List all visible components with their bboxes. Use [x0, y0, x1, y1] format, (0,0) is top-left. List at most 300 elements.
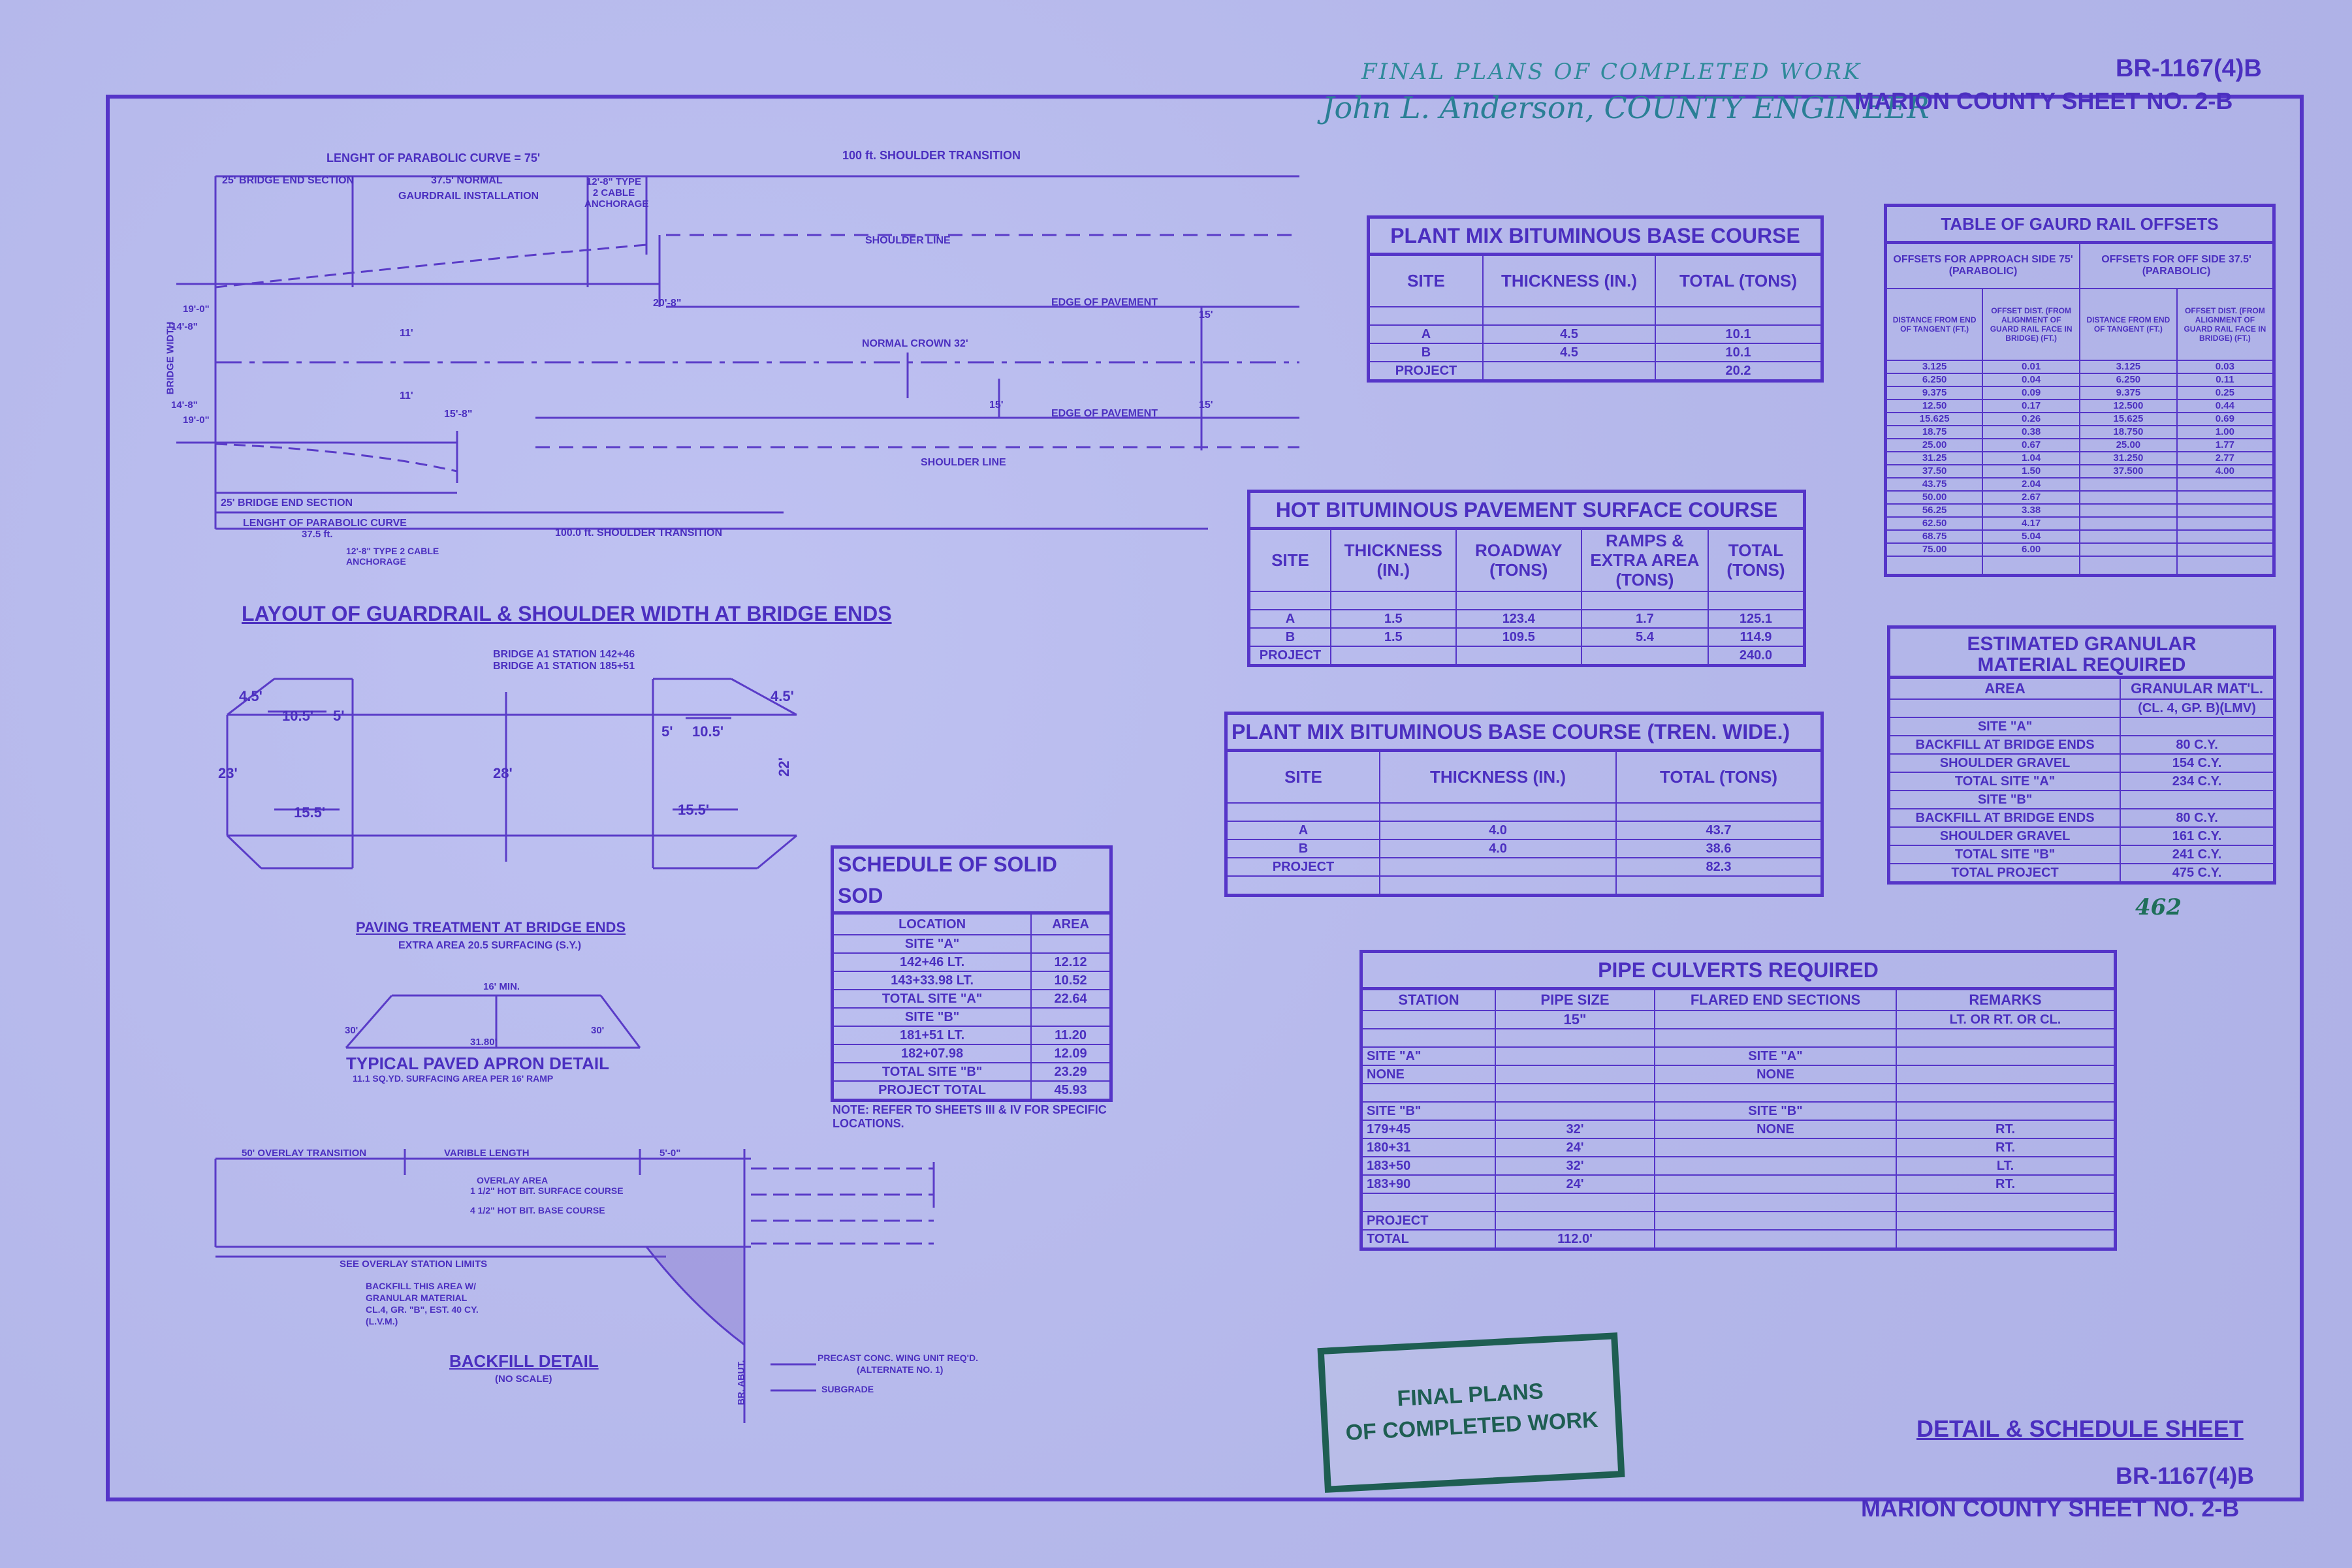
table-cell: 1.5: [1331, 610, 1456, 628]
table-cell: B: [1226, 839, 1380, 858]
sod-table-note: NOTE: REFER TO SHEETS III & IV FOR SPECIFIC LOCATIONS.: [833, 1103, 1107, 1130]
table-cell: SITE "A": [1655, 1047, 1896, 1065]
table-cell: 1.5: [1331, 628, 1456, 646]
label-guardrail-installation: GAURDRAIL INSTALLATION: [398, 191, 539, 202]
footer-sheet-title: DETAIL & SCHEDULE SHEET: [1916, 1415, 2244, 1442]
table-cell: SITE "A": [833, 935, 1032, 953]
table-cell: [1896, 1029, 2116, 1047]
label-bridge-abutment: BR. ABUT.: [735, 1360, 746, 1405]
table-cell: [1031, 1008, 1111, 1026]
table-cell: 125.1: [1708, 610, 1805, 628]
table-row: [1886, 491, 2274, 504]
table-cell: 12.50: [1886, 400, 1983, 413]
table-cell: 5.04: [1982, 530, 2080, 543]
apron-drawing-subtitle: 11.1 SQ.YD. SURFACING AREA PER 16' RAMP: [353, 1073, 554, 1084]
table-cell: [1655, 1084, 1896, 1102]
table-cell: [1361, 1084, 1496, 1102]
table-row: [833, 1081, 1111, 1101]
table-cell: 180+31: [1361, 1138, 1496, 1157]
table-cell: [1495, 1065, 1655, 1084]
table-cell: SHOULDER GRAVEL: [1889, 754, 2121, 772]
table-cell: [1896, 1212, 2116, 1230]
table-cell: 4.17: [1982, 517, 2080, 530]
table-cell: 0.17: [1982, 400, 2080, 413]
table-cell: 0.01: [1982, 360, 2080, 373]
table-cell: 24': [1495, 1138, 1655, 1157]
label-overlay-area: OVERLAY AREA: [477, 1175, 548, 1185]
table-cell: RT.: [1896, 1175, 2116, 1193]
table-cell: [2080, 530, 2177, 543]
dim-paving-g: 5': [661, 723, 673, 740]
table-row: [1889, 845, 2275, 864]
table-cell: [1031, 935, 1111, 953]
table-cell: 0.69: [2177, 413, 2274, 426]
granular-header-material: GRANULAR MAT'L.: [2120, 678, 2274, 700]
table-cell: 25.00: [2080, 439, 2177, 452]
table-cell: 12.09: [1031, 1044, 1111, 1063]
table-cell: 123.4: [1456, 610, 1581, 628]
table-row: [1886, 478, 2274, 491]
table-cell: PROJECT: [1361, 1212, 1496, 1230]
stamp-line-2: OF COMPLETED WORK: [1344, 1407, 1599, 1446]
label-bridge-end-section-top: 25' BRIDGE END SECTION: [222, 175, 355, 186]
table-cell: 161 C.Y.: [2120, 827, 2274, 845]
layout-drawing-title: LAYOUT OF GUARDRAIL & SHOULDER WIDTH AT BRIDGE ENDS: [242, 602, 892, 625]
table-cell: TOTAL SITE "A": [833, 990, 1032, 1008]
culvert-sub-pipe-size: 15": [1495, 1011, 1655, 1029]
dim-paving-e: 15.5': [294, 804, 326, 821]
table-cell: 2.77: [2177, 452, 2274, 465]
table-row: [1886, 360, 2274, 373]
table-row: [1886, 543, 2274, 556]
handwritten-signature: John L. Anderson, COUNTY ENGINEER: [1322, 90, 1930, 125]
final-plans-stamp: [1318, 1332, 1625, 1493]
table-cell: [1361, 1029, 1496, 1047]
label-parabolic-curve: LENGHT OF PARABOLIC CURVE = 75': [326, 151, 541, 165]
table-cell: 12.500: [2080, 400, 2177, 413]
table-cell: 80 C.Y.: [2120, 736, 2274, 754]
guardrail-sub-offset-2: OFFSET DIST. (FROM ALIGNMENT OF GUARD RAIL FACE IN BRIDGE) (FT.): [2177, 289, 2274, 360]
table-cell: TOTAL SITE "B": [1889, 845, 2121, 864]
table-cell: NONE: [1655, 1120, 1896, 1138]
table-cell: [1483, 362, 1655, 381]
table-row: [1249, 628, 1805, 646]
label-bridge-width: BRIDGE WIDTH: [165, 321, 176, 395]
table-row: [833, 990, 1111, 1008]
table-cell: 4.00: [2177, 465, 2274, 478]
label-surface-course: 1 1/2" HOT BIT. SURFACE COURSE: [470, 1185, 624, 1196]
table-cell: 23.29: [1031, 1063, 1111, 1081]
table-row: [1886, 530, 2274, 543]
table-cell: 183+90: [1361, 1175, 1496, 1193]
table-cell: [1331, 646, 1456, 666]
table-cell: 143+33.98 LT.: [833, 971, 1032, 990]
label-normal-crown: NORMAL CROWN 32': [862, 338, 968, 349]
dim-15-8: 15'-8": [444, 409, 473, 420]
label-varible-length: VARIBLE LENGTH: [444, 1148, 530, 1159]
table-cell: [2120, 717, 2274, 736]
table-row: [1886, 373, 2274, 386]
table-cell: NONE: [1361, 1065, 1496, 1084]
granular-title-1: ESTIMATED GRANULAR: [1889, 627, 2275, 655]
table-cell: [1655, 1029, 1896, 1047]
table-cell: [1655, 1212, 1896, 1230]
label-shoulder-line-top: SHOULDER LINE: [865, 235, 951, 246]
table-cell: [1495, 1102, 1655, 1120]
table-cell: SHOULDER GRAVEL: [1889, 827, 2121, 845]
table-cell: 22.64: [1031, 990, 1111, 1008]
granular-material-table: [1887, 625, 2276, 885]
apron-top-dim: 16' MIN.: [483, 981, 520, 992]
table-cell: 234 C.Y.: [2120, 772, 2274, 791]
table-cell: 179+45: [1361, 1120, 1496, 1138]
label-dim-5-0: 5'-0": [660, 1148, 681, 1159]
table-row: [1361, 1193, 2116, 1212]
label-edge-pavement-bottom: EDGE OF PAVEMENT: [1051, 408, 1158, 419]
culvert-sub-station: [1361, 1011, 1496, 1029]
table-cell: 241 C.Y.: [2120, 845, 2274, 864]
table-row: [1886, 452, 2274, 465]
dim-paving-f: 28': [493, 765, 513, 781]
granular-header-area: AREA: [1889, 678, 2121, 700]
table-cell: SITE "B": [1655, 1102, 1896, 1120]
label-shoulder-transition-bottom: 100.0 ft. SHOULDER TRANSITION: [555, 527, 723, 539]
granular-subheader: (CL. 4, GP. B)(LMV): [2120, 699, 2274, 717]
handwritten-final-plans: FINAL PLANS OF COMPLETED WORK: [1361, 59, 1862, 85]
table-row: [1361, 1102, 2116, 1120]
table-cell: 10.1: [1655, 325, 1822, 343]
table-cell: A: [1369, 325, 1484, 343]
surface-header-roadway: ROADWAY (TONS): [1456, 529, 1581, 591]
table-cell: SITE "A": [1361, 1047, 1496, 1065]
table-cell: PROJECT: [1226, 858, 1380, 876]
table-cell: 11.20: [1031, 1026, 1111, 1044]
table-cell: 32': [1495, 1120, 1655, 1138]
surface-header-ramps: RAMPS & EXTRA AREA (TONS): [1581, 529, 1708, 591]
dim-paving-d: 23': [218, 765, 238, 781]
table-row: [1361, 1157, 2116, 1175]
guardrail-sub-distance-2: DISTANCE FROM END OF TANGENT (FT.): [2080, 289, 2177, 360]
table-cell: TOTAL SITE "B": [833, 1063, 1032, 1081]
table-row: [1361, 1212, 2116, 1230]
table-cell: 45.93: [1031, 1081, 1111, 1101]
dim-15-b: 15': [1199, 309, 1213, 321]
dim-14-8-lower: 14'-8": [171, 400, 198, 411]
table-cell: 2.67: [1982, 491, 2080, 504]
dim-19-0-upper: 19'-0": [183, 304, 210, 315]
trench-table-title: PLANT MIX BITUMINOUS BASE COURSE (TREN. WIDE.): [1226, 713, 1822, 751]
label-type2-anchorage: 12'-8" TYPE 2 CABLE ANCHORAGE: [584, 176, 649, 210]
label-overlay-transition: 50' OVERLAY TRANSITION: [242, 1148, 367, 1159]
table-cell: 475 C.Y.: [2120, 864, 2274, 883]
table-row: [1889, 827, 2275, 845]
table-row: [1249, 646, 1805, 666]
dim-11-lower: 11': [400, 390, 413, 401]
table-cell: [1581, 646, 1708, 666]
label-subgrade: SUBGRADE: [821, 1384, 874, 1394]
table-cell: 15.625: [1886, 413, 1983, 426]
culvert-sub-remarks: LT. OR RT. OR CL.: [1896, 1011, 2116, 1029]
table-row: [833, 953, 1111, 971]
table-cell: [1361, 1193, 1496, 1212]
table-cell: 0.38: [1982, 426, 2080, 439]
label-backfill-note-2: GRANULAR MATERIAL: [366, 1293, 468, 1303]
table-cell: 183+50: [1361, 1157, 1496, 1175]
table-cell: 18.750: [2080, 426, 2177, 439]
apron-drawing-title: TYPICAL PAVED APRON DETAIL: [346, 1054, 610, 1073]
table-row: [1249, 610, 1805, 628]
table-cell: 15.625: [2080, 413, 2177, 426]
table-cell: [1896, 1047, 2116, 1065]
table-row: [1886, 400, 2274, 413]
surface-header-total: TOTAL (TONS): [1708, 529, 1805, 591]
dim-paving-h: 10.5': [692, 723, 724, 740]
table-cell: 181+51 LT.: [833, 1026, 1032, 1044]
sod-table: [831, 845, 1113, 1102]
label-parabolic-bottom: LENGHT OF PARABOLIC CURVE: [243, 518, 407, 529]
table-cell: TOTAL: [1361, 1230, 1496, 1249]
table-cell: 31.250: [2080, 452, 2177, 465]
table-cell: 1.50: [1982, 465, 2080, 478]
table-cell: 0.09: [1982, 386, 2080, 400]
dim-paving-c: 5': [333, 708, 345, 724]
table-cell: TOTAL SITE "A": [1889, 772, 2121, 791]
table-row: [1369, 325, 1822, 343]
table-cell: 0.25: [2177, 386, 2274, 400]
label-bridge-station-1: BRIDGE A1 STATION 142+46: [493, 649, 635, 660]
trench-header-site: SITE: [1226, 751, 1380, 803]
label-bridge-end-section-bottom: 25' BRIDGE END SECTION: [221, 497, 353, 509]
table-cell: 62.50: [1886, 517, 1983, 530]
base-header-thickness: THICKNESS (IN.): [1483, 255, 1655, 307]
sod-header-location: LOCATION: [833, 913, 1032, 935]
culvert-sub-flared: [1655, 1011, 1896, 1029]
table-row: [1226, 839, 1822, 858]
label-bridge-station-2: BRIDGE A1 STATION 185+51: [493, 661, 635, 672]
table-row: [1886, 465, 2274, 478]
table-cell: [2177, 491, 2274, 504]
table-cell: 0.04: [1982, 373, 2080, 386]
table-cell: 0.67: [1982, 439, 2080, 452]
table-cell: 43.7: [1616, 821, 1822, 839]
table-row: [1886, 413, 2274, 426]
table-row: [1886, 439, 2274, 452]
trench-header-total: TOTAL (TONS): [1616, 751, 1822, 803]
table-cell: [1456, 646, 1581, 666]
label-station-limits: SEE OVERLAY STATION LIMITS: [340, 1259, 488, 1270]
table-row: [1361, 1065, 2116, 1084]
label-base-course: 4 1/2" HOT BIT. BASE COURSE: [470, 1205, 605, 1215]
table-cell: [1896, 1102, 2116, 1120]
table-cell: TOTAL PROJECT: [1889, 864, 2121, 883]
table-cell: [1655, 1138, 1896, 1157]
backfill-drawing-subtitle: (NO SCALE): [495, 1373, 552, 1385]
dim-paving-k: 15.5': [678, 802, 710, 818]
table-row: [833, 935, 1111, 953]
table-cell: [1495, 1084, 1655, 1102]
table-row: [1889, 717, 2275, 736]
table-row: [1361, 1029, 2116, 1047]
table-row: [1889, 809, 2275, 827]
table-cell: [1655, 1157, 1896, 1175]
label-backfill-note-4: (L.V.M.): [366, 1316, 398, 1326]
table-row: [1889, 754, 2275, 772]
table-row: [833, 1063, 1111, 1081]
table-cell: A: [1226, 821, 1380, 839]
table-row: [1886, 386, 2274, 400]
base-header-site: SITE: [1369, 255, 1484, 307]
table-cell: 6.250: [1886, 373, 1983, 386]
table-cell: 24': [1495, 1175, 1655, 1193]
footer-project-number: BR-1167(4)B: [2116, 1462, 2255, 1489]
table-cell: 3.38: [1982, 504, 2080, 517]
culvert-header-pipe-size: PIPE SIZE: [1495, 989, 1655, 1011]
table-cell: 20.2: [1655, 362, 1822, 381]
table-row: [1361, 1047, 2116, 1065]
table-cell: SITE "B": [833, 1008, 1032, 1026]
dim-15-c: 15': [1199, 400, 1213, 411]
guardrail-group-approach: OFFSETS FOR APPROACH SIDE 75' (PARABOLIC): [1886, 243, 2080, 289]
apron-left-dim: 30': [345, 1025, 358, 1036]
table-cell: 4.0: [1380, 839, 1616, 858]
backfill-drawing-title: BACKFILL DETAIL: [449, 1351, 599, 1371]
table-cell: LT.: [1896, 1157, 2116, 1175]
table-cell: BACKFILL AT BRIDGE ENDS: [1889, 809, 2121, 827]
guardrail-sub-offset-1: OFFSET DIST. (FROM ALIGNMENT OF GUARD RAIL FACE IN BRIDGE) (FT.): [1982, 289, 2080, 360]
surface-course-table: [1247, 490, 1806, 667]
base-course-table: [1367, 215, 1824, 383]
table-row: [1886, 517, 2274, 530]
table-row: [1369, 362, 1822, 381]
table-cell: 4.5: [1483, 343, 1655, 362]
table-cell: [1896, 1193, 2116, 1212]
table-cell: [1495, 1029, 1655, 1047]
apron-bottom-dim: 31.80': [470, 1037, 498, 1048]
table-cell: 9.375: [2080, 386, 2177, 400]
table-cell: [2080, 504, 2177, 517]
table-cell: 43.75: [1886, 478, 1983, 491]
table-cell: 38.6: [1616, 839, 1822, 858]
table-row: [1889, 772, 2275, 791]
table-cell: 10.1: [1655, 343, 1822, 362]
table-cell: SITE "A": [1889, 717, 2121, 736]
table-cell: RT.: [1896, 1120, 2116, 1138]
table-cell: 3.125: [2080, 360, 2177, 373]
apron-right-dim: 30': [591, 1025, 605, 1036]
table-cell: RT.: [1896, 1138, 2116, 1157]
table-cell: 37.50: [1886, 465, 1983, 478]
culvert-header-flared-end: FLARED END SECTIONS: [1655, 989, 1896, 1011]
dim-paving-b: 10.5': [282, 708, 314, 724]
table-cell: B: [1249, 628, 1331, 646]
dim-paving-i: 4.5': [771, 688, 794, 704]
table-cell: [1495, 1047, 1655, 1065]
table-row: [833, 1044, 1111, 1063]
table-row: [1361, 1120, 2116, 1138]
header-county-sheet: MARION COUNTY SHEET NO. 2-B: [1854, 87, 2233, 114]
table-row: [833, 1026, 1111, 1044]
table-cell: BACKFILL AT BRIDGE ENDS: [1889, 736, 2121, 754]
table-cell: 18.75: [1886, 426, 1983, 439]
table-cell: [2080, 491, 2177, 504]
table-cell: 0.03: [2177, 360, 2274, 373]
guardrail-table-title: TABLE OF GAURD RAIL OFFSETS: [1886, 206, 2274, 243]
table-cell: [2080, 478, 2177, 491]
table-cell: 37.500: [2080, 465, 2177, 478]
table-cell: 154 C.Y.: [2120, 754, 2274, 772]
table-cell: 50.00: [1886, 491, 1983, 504]
surface-header-site: SITE: [1249, 529, 1331, 591]
table-cell: [1380, 858, 1616, 876]
table-cell: [1896, 1230, 2116, 1249]
table-cell: PROJECT: [1369, 362, 1484, 381]
table-cell: 12.12: [1031, 953, 1111, 971]
table-cell: 4.0: [1380, 821, 1616, 839]
table-cell: 240.0: [1708, 646, 1805, 666]
table-cell: 114.9: [1708, 628, 1805, 646]
table-cell: 4.5: [1483, 325, 1655, 343]
guardrail-offsets-table: [1884, 204, 2276, 577]
table-cell: 0.26: [1982, 413, 2080, 426]
table-row: [1889, 791, 2275, 809]
dim-19-0-lower: 19'-0": [183, 415, 210, 426]
guardrail-sub-distance-1: DISTANCE FROM END OF TANGENT (FT.): [1886, 289, 1983, 360]
header-project-number: BR-1167(4)B: [2116, 55, 2262, 82]
table-row: [1889, 736, 2275, 754]
label-shoulder-transition-top: 100 ft. SHOULDER TRANSITION: [842, 149, 1021, 162]
paving-drawing-title: PAVING TREATMENT AT BRIDGE ENDS: [356, 919, 626, 935]
table-cell: 56.25: [1886, 504, 1983, 517]
table-cell: 142+46 LT.: [833, 953, 1032, 971]
table-cell: SITE "B": [1361, 1102, 1496, 1120]
table-cell: 182+07.98: [833, 1044, 1032, 1063]
dim-20-8: 20'-8": [653, 298, 682, 309]
table-cell: 5.4: [1581, 628, 1708, 646]
paving-drawing-subtitle: EXTRA AREA 20.5 SURFACING (S.Y.): [398, 940, 582, 951]
table-cell: [2177, 543, 2274, 556]
table-cell: 80 C.Y.: [2120, 809, 2274, 827]
stamp-line-1: FINAL PLANS: [1396, 1379, 1544, 1411]
table-cell: 1.04: [1982, 452, 2080, 465]
table-row: [1361, 1138, 2116, 1157]
table-cell: [2177, 530, 2274, 543]
dim-11-upper: 11': [400, 328, 413, 339]
table-cell: 112.0': [1495, 1230, 1655, 1249]
table-cell: [2120, 791, 2274, 809]
table-row: [1886, 504, 2274, 517]
table-cell: 75.00: [1886, 543, 1983, 556]
table-cell: 9.375: [1886, 386, 1983, 400]
table-row: [833, 971, 1111, 990]
table-cell: [1655, 1193, 1896, 1212]
table-cell: [2177, 478, 2274, 491]
table-cell: [2080, 543, 2177, 556]
table-cell: A: [1249, 610, 1331, 628]
table-cell: 82.3: [1616, 858, 1822, 876]
sod-table-title: SCHEDULE OF SOLID SOD: [833, 847, 1111, 913]
culvert-table-title: PIPE CULVERTS REQUIRED: [1361, 952, 2116, 989]
table-cell: 3.125: [1886, 360, 1983, 373]
culvert-header-station: STATION: [1361, 989, 1496, 1011]
table-cell: [2177, 517, 2274, 530]
culvert-header-remarks: REMARKS: [1896, 989, 2116, 1011]
table-row: [1889, 864, 2275, 883]
table-cell: 10.52: [1031, 971, 1111, 990]
dim-14-8-upper: 14'-8": [171, 321, 198, 332]
granular-title-2: MATERIAL REQUIRED: [1889, 655, 2275, 678]
table-cell: PROJECT TOTAL: [833, 1081, 1032, 1101]
table-cell: 1.00: [2177, 426, 2274, 439]
